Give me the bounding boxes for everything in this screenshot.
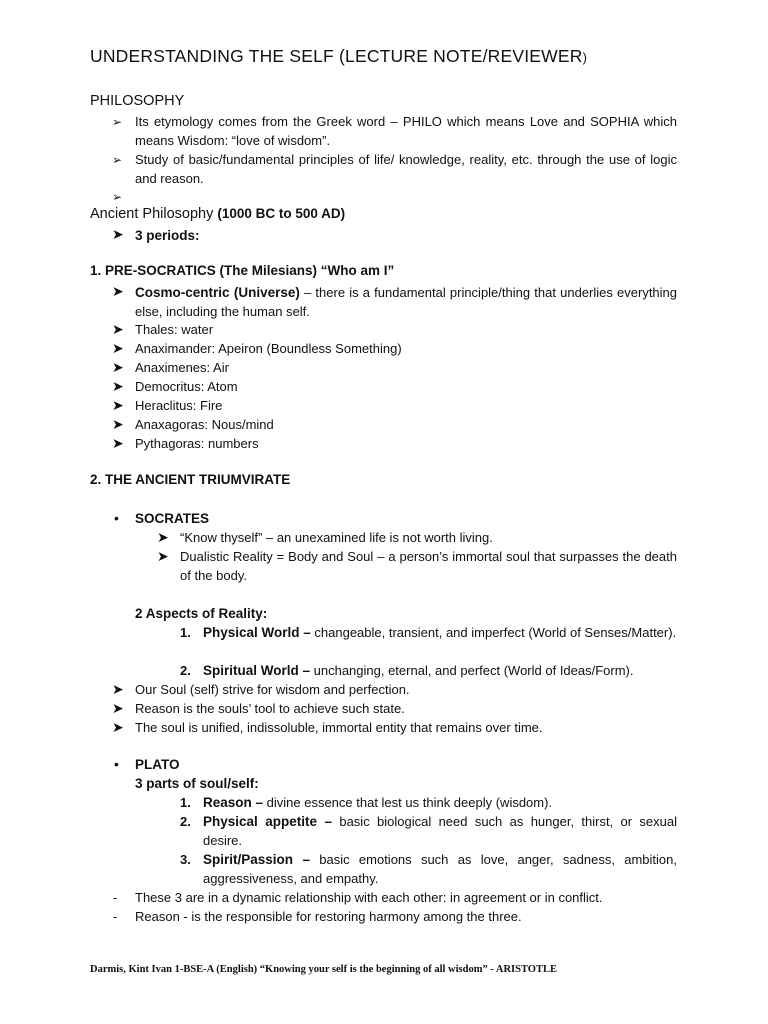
list-item: Democritus: Atom: [135, 379, 238, 394]
triumvirate-heading: 2. THE ANCIENT TRIUMVIRATE: [90, 472, 291, 487]
aspect-item-1: [203, 623, 677, 642]
soul-item: Our Soul (self) strive for wisdom and perfection.: [135, 682, 410, 697]
list-item: Anaximenes: Air: [135, 360, 229, 375]
arrow-bullet-icon: ➤: [112, 226, 124, 242]
soul-item: Reason is the souls’ tool to achieve such state.: [135, 701, 405, 716]
arrow-bullet-icon: ➤: [112, 719, 124, 735]
ancient-heading: [90, 206, 345, 222]
cosmo-term: Cosmo-centric (Universe): [135, 285, 300, 300]
ancient-range: (1000 BC to 500 AD): [217, 206, 346, 221]
plato-dash-item: These 3 are in a dynamic relationship with each other: in agreement or in conflict.: [135, 890, 603, 905]
list-item: Anaxagoras: Nous/mind: [135, 417, 274, 432]
aspects-heading: 2 Aspects of Reality:: [135, 606, 268, 621]
list-item: Anaximander: Apeiron (Boundless Something): [135, 341, 402, 356]
aspect-term: Physical World –: [203, 625, 311, 640]
title-close-paren: ): [582, 50, 588, 65]
arrow-bullet-icon: ➤: [112, 435, 124, 451]
philosophy-item-2: Study of basic/fundamental principles of life/ knowledge, reality, etc. through the use of logic and reason.: [135, 152, 677, 186]
arrow-bullet-icon: ➤: [112, 359, 124, 375]
aspect-text: changeable, transient, and imperfect (World of Senses/Matter).: [310, 625, 677, 640]
philosophy-item-1: Its etymology comes from the Greek word – PHILO which means Love and SOPHIA which means Wisdom: “love of wisdom”.: [135, 114, 677, 148]
arrow-bullet-icon: ➤: [112, 378, 124, 394]
socrates-item-1: “Know thyself” – an unexamined life is not worth living.: [180, 530, 493, 545]
aspect-number: 1.: [180, 625, 191, 640]
plato-name: PLATO: [135, 757, 180, 772]
arrow-bullet-icon: ➤: [112, 397, 124, 413]
aspect-number: 2.: [180, 663, 191, 678]
page-footer: Darmis, Kint Ivan 1-BSE-A (English) “Knowing your self is the beginning of all wisdom” - ARISTOTLE: [90, 964, 557, 975]
document-title: [90, 46, 587, 67]
arrow-bullet-icon: ➤: [112, 283, 124, 299]
arrow-bullet-icon: ➤: [112, 416, 124, 432]
arrow-bullet-icon: ➢: [112, 115, 123, 129]
arrow-bullet-icon: ➤: [112, 321, 124, 337]
part-text: divine essence that lest us think deeply (wisdom).: [263, 795, 553, 810]
part-term: Physical appetite –: [203, 814, 333, 829]
part-text: basic biological need such as hunger, thirst, or sexual desire.: [203, 814, 677, 848]
aspect-text: unchanging, eternal, and perfect (World of Ideas/Form).: [310, 663, 634, 678]
plato-parts-heading: 3 parts of soul/self:: [135, 776, 259, 791]
list-item: Thales: water: [135, 322, 214, 337]
plato-part-1: [203, 793, 677, 812]
title-text: UNDERSTANDING THE SELF (LECTURE NOTE/REVIEWER: [90, 46, 583, 66]
list-item: Pythagoras: numbers: [135, 436, 259, 451]
part-text: basic emotions such as love, anger, sadness, ambition, aggressiveness, and empathy.: [203, 852, 677, 886]
cosmo-text: – there is a fundamental principle/thing that underlies everything else, including the human self.: [135, 285, 678, 319]
presocratics-heading: 1. PRE-SOCRATICS (The Milesians) “Who am I”: [90, 263, 395, 278]
arrow-bullet-icon: ➤: [157, 529, 169, 545]
plato-part-2: [203, 812, 677, 850]
socrates-name: SOCRATES: [135, 511, 210, 526]
part-term: Reason –: [203, 795, 264, 810]
arrow-bullet-icon: ➢: [112, 190, 123, 204]
part-number: 3.: [180, 852, 191, 867]
arrow-bullet-icon: ➢: [112, 153, 123, 167]
part-number: 1.: [180, 795, 191, 810]
part-number: 2.: [180, 814, 191, 829]
plato-dash-item: Reason - is the responsible for restoring harmony among the three.: [135, 909, 522, 924]
aspect-item-2: [203, 661, 677, 680]
arrow-bullet-icon: ➤: [157, 548, 169, 564]
arrow-bullet-icon: ➤: [112, 340, 124, 356]
dash-bullet-icon: -: [113, 909, 118, 924]
ancient-heading-text: Ancient Philosophy: [90, 206, 214, 222]
aspect-term: Spiritual World –: [203, 663, 311, 678]
dot-bullet-icon: •: [114, 510, 119, 526]
part-term: Spirit/Passion –: [203, 852, 310, 867]
arrow-bullet-icon: ➤: [112, 700, 124, 716]
periods-label: 3 periods:: [135, 228, 200, 243]
plato-part-3: [203, 850, 677, 888]
dash-bullet-icon: -: [113, 890, 118, 905]
philosophy-heading: PHILOSOPHY: [90, 93, 185, 109]
arrow-bullet-icon: ➤: [112, 681, 124, 697]
socrates-item-2: Dualistic Reality = Body and Soul – a person’s immortal soul that surpasses the death of the body.: [180, 549, 677, 583]
dot-bullet-icon: •: [114, 756, 119, 772]
list-item: Heraclitus: Fire: [135, 398, 223, 413]
soul-item: The soul is unified, indissoluble, immortal entity that remains over time.: [135, 720, 543, 735]
cosmo-item: [135, 283, 677, 321]
